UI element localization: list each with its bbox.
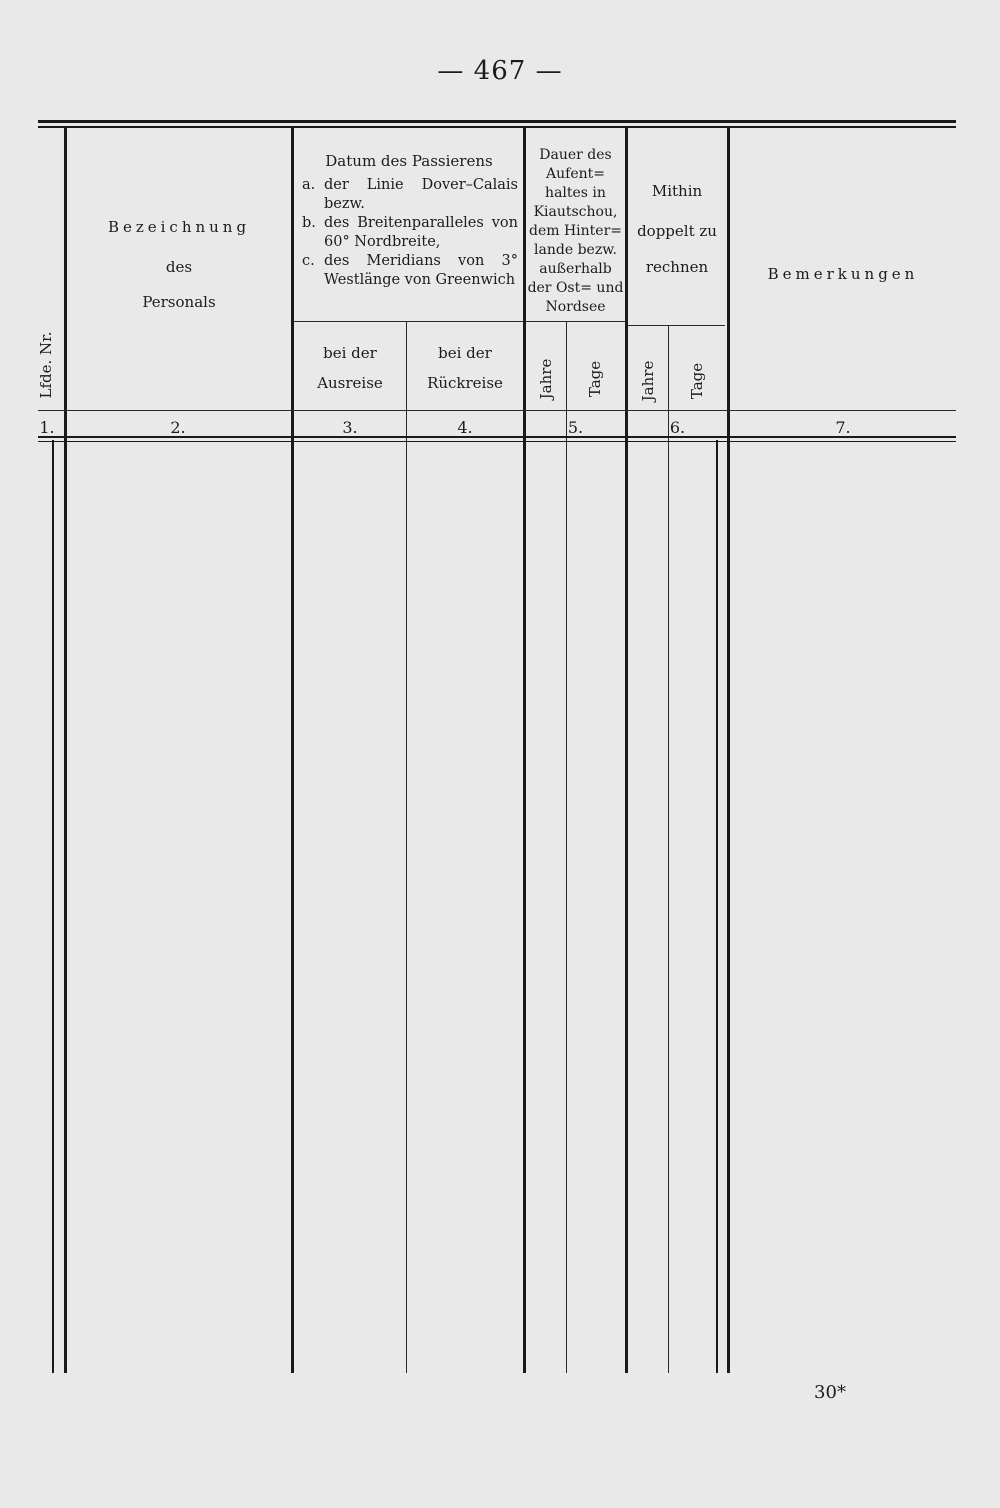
body-left-rule [52, 440, 54, 1373]
col3-subheader-line1: bei der [323, 344, 377, 362]
col2-header-line3: Personals [142, 293, 216, 311]
col6-subheader-jahre: Jahre [639, 360, 657, 402]
item-text: bezw. [324, 196, 365, 212]
body-right-rule [716, 440, 718, 1373]
column-number-bottom-rule-2 [38, 441, 956, 442]
col4-subheader-line2: Rückreise [427, 374, 503, 392]
item-text: des Breitenparalleles von [324, 215, 518, 231]
item-letter: b. [302, 215, 316, 231]
col6-header-line3: rechnen [645, 258, 709, 276]
column-rule-2 [291, 128, 294, 1373]
column-rule-1 [64, 128, 67, 1373]
col5-subheader-tage: Tage [586, 360, 604, 398]
item-text: 60° Nordbreite, [324, 234, 441, 250]
item-text: Westlänge von Greenwich [324, 272, 516, 288]
col3-subheader-line2: Ausreise [317, 374, 383, 392]
col4-subheader-line1: bei der [438, 344, 492, 362]
col6-header-line1: Mithin [651, 182, 703, 200]
col5-header: Dauer des Aufent= haltes in Kiautschou, dem Hinter= lande bezw. außerhalb der Ost= und Nordsee [527, 147, 624, 315]
item-letter: c. [302, 253, 315, 269]
group-header-underline-34 [294, 321, 523, 322]
col1-number: 1. [39, 418, 55, 437]
signature-mark: 30* [814, 1382, 846, 1403]
col6-subheader-tage: Tage [688, 362, 706, 400]
col6-number: 6. [669, 418, 686, 437]
col34-item-c [302, 252, 518, 271]
col5-subheader-jahre: Jahre [537, 358, 555, 400]
subcolumn-rule-3-4 [406, 322, 407, 1373]
top-rule-thick [38, 120, 956, 123]
col5-number: 5. [567, 418, 584, 437]
col34-header: Datum des Passierens [325, 152, 493, 170]
page-number: — 467 — [437, 56, 563, 86]
col34-item-b [302, 214, 518, 233]
col3-number: 3. [342, 418, 358, 437]
column-rule-6 [727, 128, 730, 1373]
col7-header: Bemerkungen [767, 265, 919, 283]
col6-header-line2: doppelt zu [637, 222, 717, 240]
col34-item-a [302, 176, 518, 195]
item-text: des Meridians von 3° [324, 253, 518, 269]
subcolumn-rule-5 [566, 322, 567, 1373]
col1-header: Lfde. Nr. [37, 331, 55, 399]
column-rule-4 [523, 128, 526, 1373]
col2-header-line2: des [165, 258, 193, 276]
col2-number: 2. [170, 418, 186, 437]
group-header-underline-5 [526, 321, 625, 322]
column-rule-5 [625, 128, 628, 1373]
item-text: der Linie Dover–Calais [324, 177, 518, 193]
col2-header-line1: Bezeichnung [107, 218, 251, 236]
item-letter: a. [302, 177, 316, 193]
top-rule-thin [38, 126, 956, 128]
col34-items [302, 176, 518, 290]
column-number-top-rule [38, 410, 956, 411]
col4-number: 4. [457, 418, 473, 437]
col7-number: 7. [835, 418, 851, 437]
group-header-underline-6 [628, 325, 725, 326]
subcolumn-rule-6 [668, 326, 669, 1373]
